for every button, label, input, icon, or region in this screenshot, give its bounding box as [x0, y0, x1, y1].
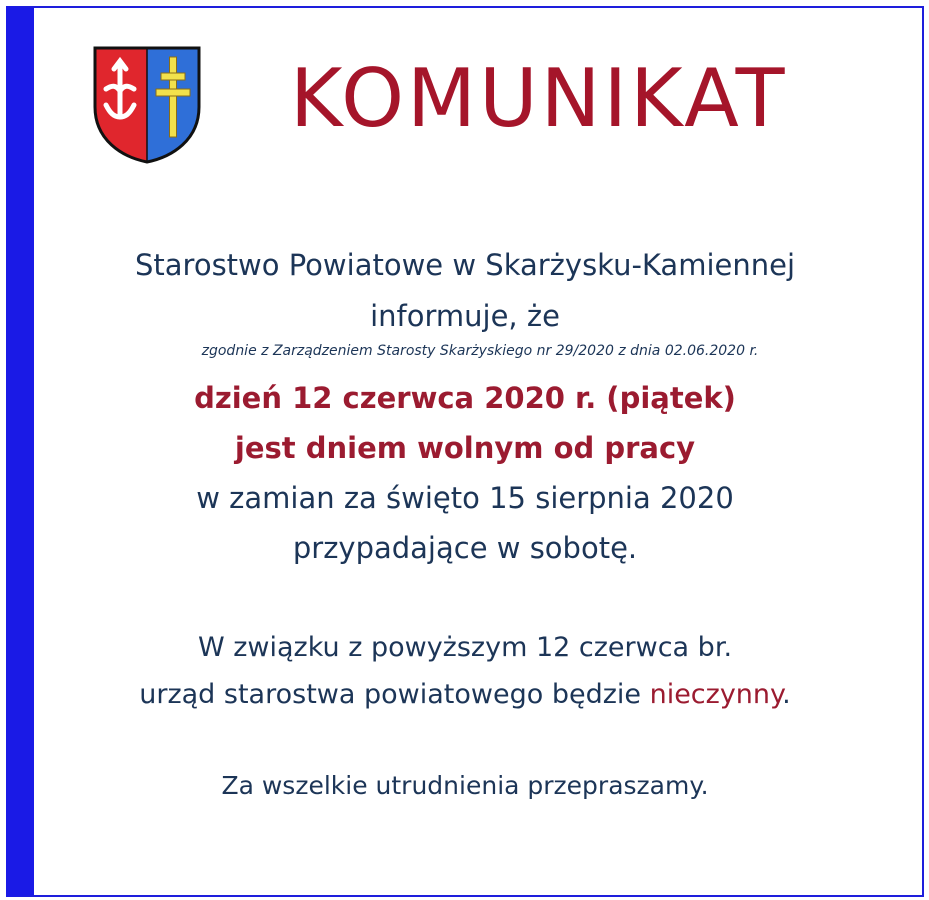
informs-line: informuje, że [370, 299, 560, 333]
swap-line: w zamian za święto 15 sierpnia 2020 [196, 481, 734, 515]
closed-prefix: urząd starostwa powiatowego będzie [139, 679, 650, 710]
date-line: dzień 12 czerwca 2020 r. (piątek) [194, 381, 736, 415]
headline-title: KOMUNIKAT [290, 52, 788, 145]
issuer-line: Starostwo Powiatowe w Skarżysku-Kamiennej [134, 248, 796, 282]
closed-line [6, 675, 924, 715]
apology-line: Za wszelkie utrudnienia przepraszamy. [221, 771, 709, 800]
legal-basis-line: zgodnie z Zarządzeniem Starosty Skarżyskiego nr 29/2020 z dnia 02.06.2020 r. [201, 343, 759, 359]
coat-of-arms-icon [92, 45, 202, 165]
saturday-line: przypadające w sobotę. [292, 531, 638, 565]
related-line: W związku z powyższym 12 czerwca br. [197, 632, 733, 663]
closed-word: nieczynny [649, 679, 783, 710]
closed-suffix: . [782, 679, 791, 710]
day-off-line: jest dniem wolnym od pracy [234, 431, 696, 465]
